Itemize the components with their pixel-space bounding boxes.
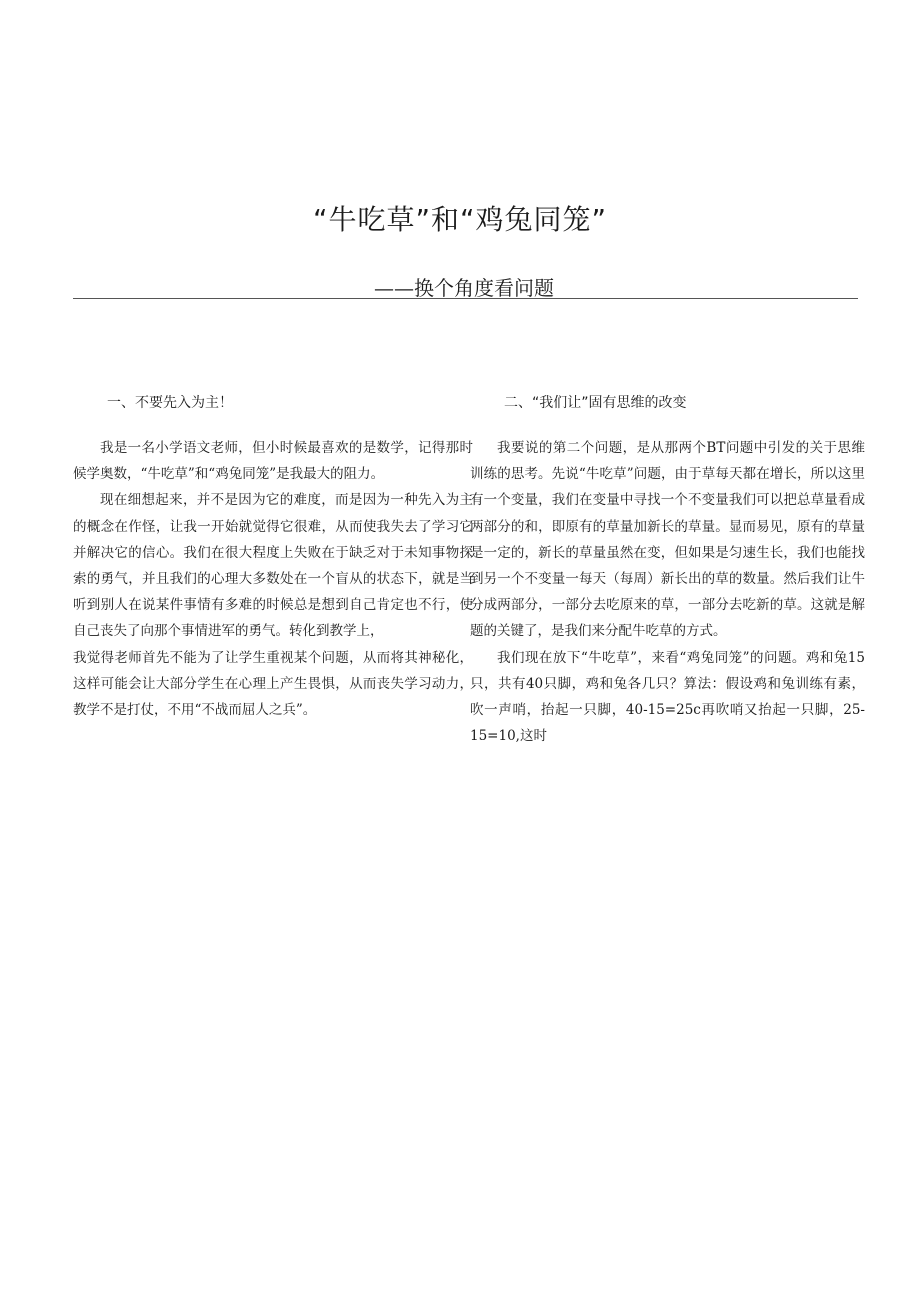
title-divider bbox=[73, 298, 858, 299]
paragraph: 我觉得老师首先不能为了让学生重视某个问题，从而将其神秘化，这样可能会让大部分学生在心理上产生畏惧，从而丧失学习动力，教学不是打仗，不用“不战而屈人之兵”。 bbox=[73, 649, 473, 719]
document-title: “牛吃草”和“鸡兔同笼” bbox=[312, 203, 608, 236]
section-heading-1: 一、不要先入为主！ bbox=[107, 395, 233, 411]
left-column bbox=[73, 393, 473, 723]
paragraph: 现在细想起来，并不是因为它的难度，而是因为一种先入为主的概念在作怪，让我一开始就觉得它很难，从而使我失去了学习它并解决它的信心。我们在很大程度上失败在于缺乏对于未知事物探索的勇气，并且我们的心理大多数处在一个盲从的状态下，就是当听到别人在说某件事情有多难的时候总是想到自己肯定也不行，使自己丧失了向那个事情进军的勇气。转化到教学上， bbox=[73, 492, 473, 640]
section-heading-2: 二、“我们让”固有思维的改变 bbox=[504, 395, 687, 411]
right-column bbox=[470, 393, 865, 749]
paragraph: 我们现在放下“牛吃草”，来看“鸡兔同笼”的问题。鸡和兔15只，共有40只脚，鸡和兔各几只？算法：假设鸡和兔训练有素，吹一声哨，抬起一只脚，40-15=25c再吹哨又抬起一只脚，25-15=10,这时 bbox=[470, 649, 865, 745]
document-subtitle: ——换个角度看问题 bbox=[374, 276, 554, 300]
paragraph: 我要说的第二个问题，是从那两个BT问题中引发的关于思维训练的思考。先说“牛吃草”问题，由于草每天都在增长，所以这里有一个变量，我们在变量中寻找一个不变量我们可以把总草量看成两部分的和，即原有的草量加新长的草量。显而易见，原有的草量是一定的，新长的草量虽然在变，但如果是匀速生长，我们也能找到另一个不变量一每天（每周）新长出的草的数量。然后我们让牛分成两部分，一部分去吃原来的草，一部分去吃新的草。这就是解题的关键了，是我们来分配牛吃草的方式。 bbox=[470, 440, 865, 640]
paragraph: 我是一名小学语文老师，但小时候最喜欢的是数学，记得那时候学奥数，“牛吃草”和“鸡兔同笼”是我最大的阻力。 bbox=[73, 440, 473, 483]
